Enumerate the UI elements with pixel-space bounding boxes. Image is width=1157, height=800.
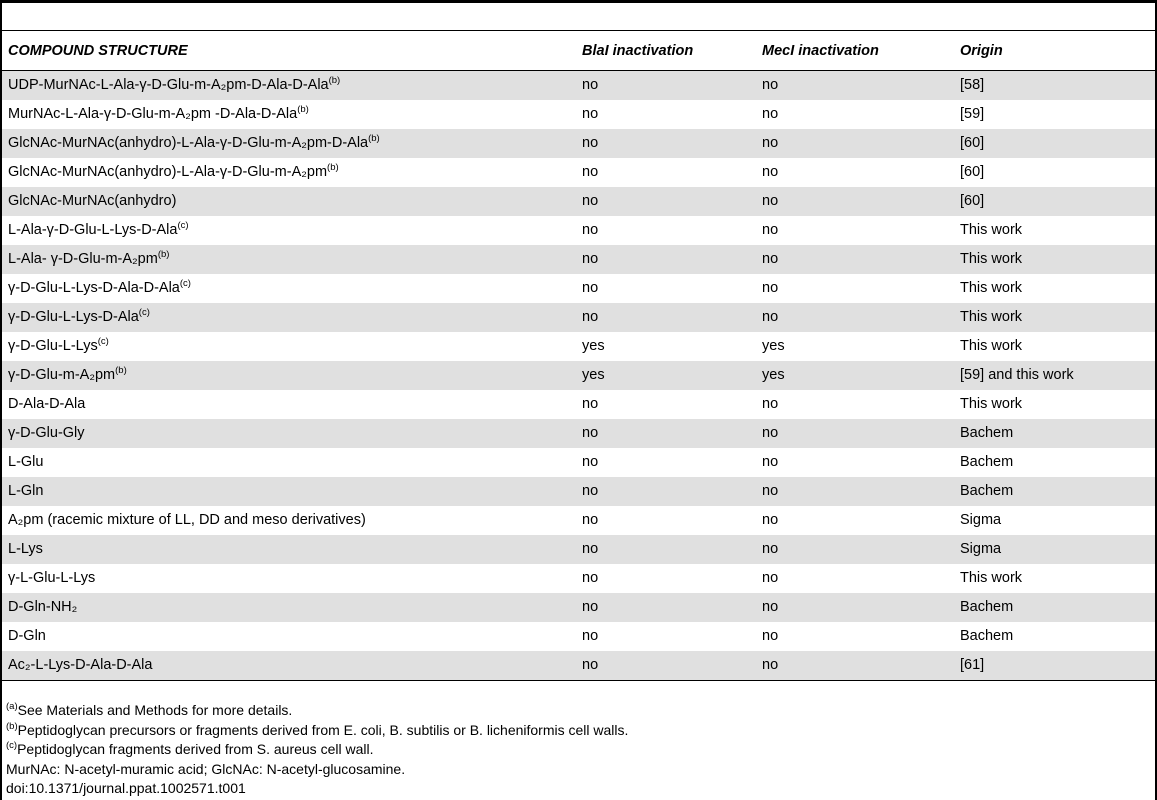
table-row	[2, 390, 1155, 419]
blai-cell: no	[576, 651, 756, 681]
footnote-marker: (b)	[327, 162, 339, 174]
meci-cell: no	[762, 396, 779, 413]
compound-cell	[2, 100, 576, 129]
origin-cell: This work	[960, 280, 1023, 297]
footnote-marker: (c)	[177, 220, 189, 232]
meci-cell: yes	[756, 361, 954, 390]
compound-name: γ-L-Glu-L-Lys	[8, 570, 96, 587]
compound-name: γ-D-Glu-m-A₂pm	[8, 367, 116, 384]
footnote-line	[6, 721, 1146, 741]
footnote-marker: (c)	[97, 336, 109, 348]
footnote-marker: (a)	[6, 701, 18, 712]
meci-cell: no	[756, 477, 954, 506]
origin-cell: Bachem	[954, 477, 1155, 506]
origin-cell: Bachem	[954, 419, 1155, 448]
footnote-text: Peptidoglycan fragments derived from S. aureus cell wall.	[17, 741, 374, 757]
origin-cell: This work	[960, 396, 1023, 413]
table-row	[2, 622, 1155, 651]
table-row	[2, 651, 1155, 681]
footnote-line	[6, 779, 1146, 799]
footnote-marker: (c)	[6, 740, 18, 751]
origin-cell: This work	[960, 338, 1023, 355]
meci-cell: no	[762, 628, 779, 645]
origin-cell: Bachem	[960, 628, 1014, 645]
compound-cell	[2, 129, 576, 158]
footnote-text: MurNAc: N-acetyl-muramic acid; GlcNAc: N-acetyl-glucosamine.	[6, 760, 406, 777]
meci-cell: no	[762, 106, 779, 123]
meci-cell: no	[756, 593, 954, 622]
origin-cell: Bachem	[960, 454, 1014, 471]
table-row	[2, 361, 1155, 390]
table-row	[2, 187, 1155, 216]
compound-cell	[2, 245, 576, 274]
compound-cell	[2, 593, 576, 622]
compound-cell	[2, 187, 576, 216]
blai-cell: no	[576, 535, 756, 564]
table-row	[2, 419, 1155, 448]
compound-name: UDP-MurNAc-L-Ala-γ-D-Glu-m-A₂pm-D-Ala-D-Ala	[8, 77, 329, 94]
meci-cell: no	[756, 129, 954, 158]
compound-name: GlcNAc-MurNAc(anhydro)-L-Ala-γ-D-Glu-m-A₂pm-D-Ala	[8, 135, 369, 152]
compound-name: γ-D-Glu-L-Lys	[8, 338, 98, 355]
compound-cell	[2, 274, 576, 303]
footnote-text: See Materials and Methods for more details.	[17, 702, 293, 718]
meci-cell: no	[756, 187, 954, 216]
table-row	[2, 303, 1155, 332]
footnote-marker: (c)	[138, 307, 150, 319]
blai-cell: yes	[576, 361, 756, 390]
footnote-marker: (b)	[368, 133, 380, 145]
table-row	[2, 129, 1155, 158]
compound-name: D-Gln-NH₂	[8, 599, 78, 616]
blai-cell: no	[576, 303, 756, 332]
compound-name: Ac₂-L-Lys-D-Ala-D-Ala	[8, 657, 153, 674]
compound-table	[2, 31, 1155, 681]
blai-cell: no	[576, 419, 756, 448]
meci-cell: no	[756, 303, 954, 332]
origin-cell: Sigma	[960, 512, 1002, 529]
footnote-marker: (b)	[6, 720, 18, 732]
footnote-marker: (b)	[157, 249, 170, 261]
footnote-line	[6, 760, 1146, 780]
blai-cell: no	[582, 106, 599, 123]
compound-name: L-Lys	[8, 541, 43, 558]
origin-cell: [61]	[954, 651, 1155, 681]
blai-cell: no	[582, 512, 599, 529]
compound-cell	[2, 564, 576, 593]
compound-name: L-Ala- γ-D-Glu-m-A₂pm	[8, 251, 158, 268]
compound-cell	[2, 477, 576, 506]
compound-name: L-Gln	[8, 483, 44, 500]
blai-cell: yes	[582, 338, 605, 355]
blai-cell: no	[576, 593, 756, 622]
compound-name: γ-D-Glu-L-Lys-D-Ala-D-Ala	[8, 280, 180, 297]
origin-cell: This work	[954, 303, 1155, 332]
meci-cell: yes	[762, 338, 785, 355]
meci-cell: no	[762, 512, 779, 529]
table-row	[2, 535, 1155, 564]
compound-cell	[2, 448, 576, 477]
blai-cell: no	[576, 71, 756, 101]
origin-cell: [58]	[954, 71, 1155, 101]
compound-name: A₂pm (racemic mixture of LL, DD and meso derivatives)	[8, 512, 366, 529]
meci-cell: no	[762, 454, 779, 471]
compound-cell	[2, 419, 576, 448]
header-blai-inactivation: BlaI inactivation	[576, 31, 756, 71]
table-row	[2, 71, 1155, 101]
footnote-marker: (c)	[179, 278, 191, 290]
footnote-line	[6, 701, 1146, 721]
origin-cell: This work	[960, 222, 1023, 239]
meci-cell: no	[756, 419, 954, 448]
table-row	[2, 506, 1155, 535]
origin-cell: This work	[954, 245, 1155, 274]
compound-cell	[2, 332, 576, 361]
table-row	[2, 274, 1155, 303]
table-row	[2, 245, 1155, 274]
table-row	[2, 477, 1155, 506]
footnote-text: doi:10.1371/journal.ppat.1002571.t001	[6, 780, 246, 796]
compound-name: L-Glu	[8, 454, 44, 471]
compound-cell	[2, 622, 576, 651]
origin-cell: [60]	[960, 164, 985, 181]
compound-name: L-Ala-γ-D-Glu-L-Lys-D-Ala	[8, 222, 178, 239]
meci-cell: no	[762, 222, 779, 239]
header-meci-inactivation: MecI inactivation	[756, 31, 954, 71]
compound-cell	[2, 506, 576, 535]
compound-cell	[2, 216, 576, 245]
compound-name: MurNAc-L-Ala-γ-D-Glu-m-A₂pm -D-Ala-D-Ala	[8, 106, 298, 123]
table-row	[2, 564, 1155, 593]
table-row	[2, 448, 1155, 477]
meci-cell: no	[762, 280, 779, 297]
table-caption-band	[2, 3, 1155, 31]
compound-cell	[2, 303, 576, 332]
origin-cell: [60]	[954, 129, 1155, 158]
compound-name: GlcNAc-MurNAc(anhydro)-L-Ala-γ-D-Glu-m-A₂pm	[8, 164, 328, 181]
origin-cell: [59] and this work	[954, 361, 1155, 390]
compound-cell	[2, 390, 576, 419]
blai-cell: no	[582, 454, 599, 471]
blai-cell: no	[582, 164, 599, 181]
compound-name: D-Gln	[8, 628, 46, 645]
blai-cell: no	[582, 222, 599, 239]
compound-cell	[2, 158, 576, 187]
compound-cell	[2, 651, 576, 681]
meci-cell: no	[756, 535, 954, 564]
table-row	[2, 100, 1155, 129]
header-origin: Origin	[954, 31, 1155, 71]
origin-cell: This work	[960, 570, 1023, 587]
table-row	[2, 332, 1155, 361]
blai-cell: no	[576, 477, 756, 506]
blai-cell: no	[576, 187, 756, 216]
table-row	[2, 158, 1155, 187]
footnote-marker: (b)	[297, 104, 309, 116]
blai-cell: no	[582, 396, 599, 413]
table-row	[2, 593, 1155, 622]
footnote-line	[6, 740, 1146, 760]
compound-name: γ-D-Glu-L-Lys-D-Ala	[8, 309, 139, 326]
compound-cell	[2, 535, 576, 564]
footnote-marker: (b)	[328, 75, 341, 87]
compound-name: D-Ala-D-Ala	[8, 396, 86, 413]
footnote-marker: (b)	[115, 365, 127, 377]
blai-cell: no	[582, 280, 599, 297]
origin-cell: [60]	[954, 187, 1155, 216]
compound-name: γ-D-Glu-Gly	[8, 425, 85, 442]
blai-cell: no	[576, 245, 756, 274]
table-header-row	[2, 31, 1155, 71]
compound-cell	[2, 361, 576, 390]
meci-cell: no	[756, 245, 954, 274]
blai-cell: no	[582, 570, 599, 587]
origin-cell: Bachem	[954, 593, 1155, 622]
meci-cell: no	[756, 71, 954, 101]
table-footnotes	[6, 701, 1146, 799]
blai-cell: no	[582, 628, 599, 645]
origin-cell: Sigma	[954, 535, 1155, 564]
header-compound-structure: COMPOUND STRUCTURE	[2, 31, 576, 71]
origin-cell: [59]	[960, 106, 985, 123]
compound-name: GlcNAc-MurNAc(anhydro)	[8, 193, 177, 210]
meci-cell: no	[762, 570, 779, 587]
table-row	[2, 216, 1155, 245]
meci-cell: no	[756, 651, 954, 681]
blai-cell: no	[576, 129, 756, 158]
meci-cell: no	[762, 164, 779, 181]
compound-cell	[2, 71, 576, 101]
footnote-text: Peptidoglycan precursors or fragments derived from E. coli, B. subtilis or B. licheniformis cell walls.	[17, 721, 629, 738]
